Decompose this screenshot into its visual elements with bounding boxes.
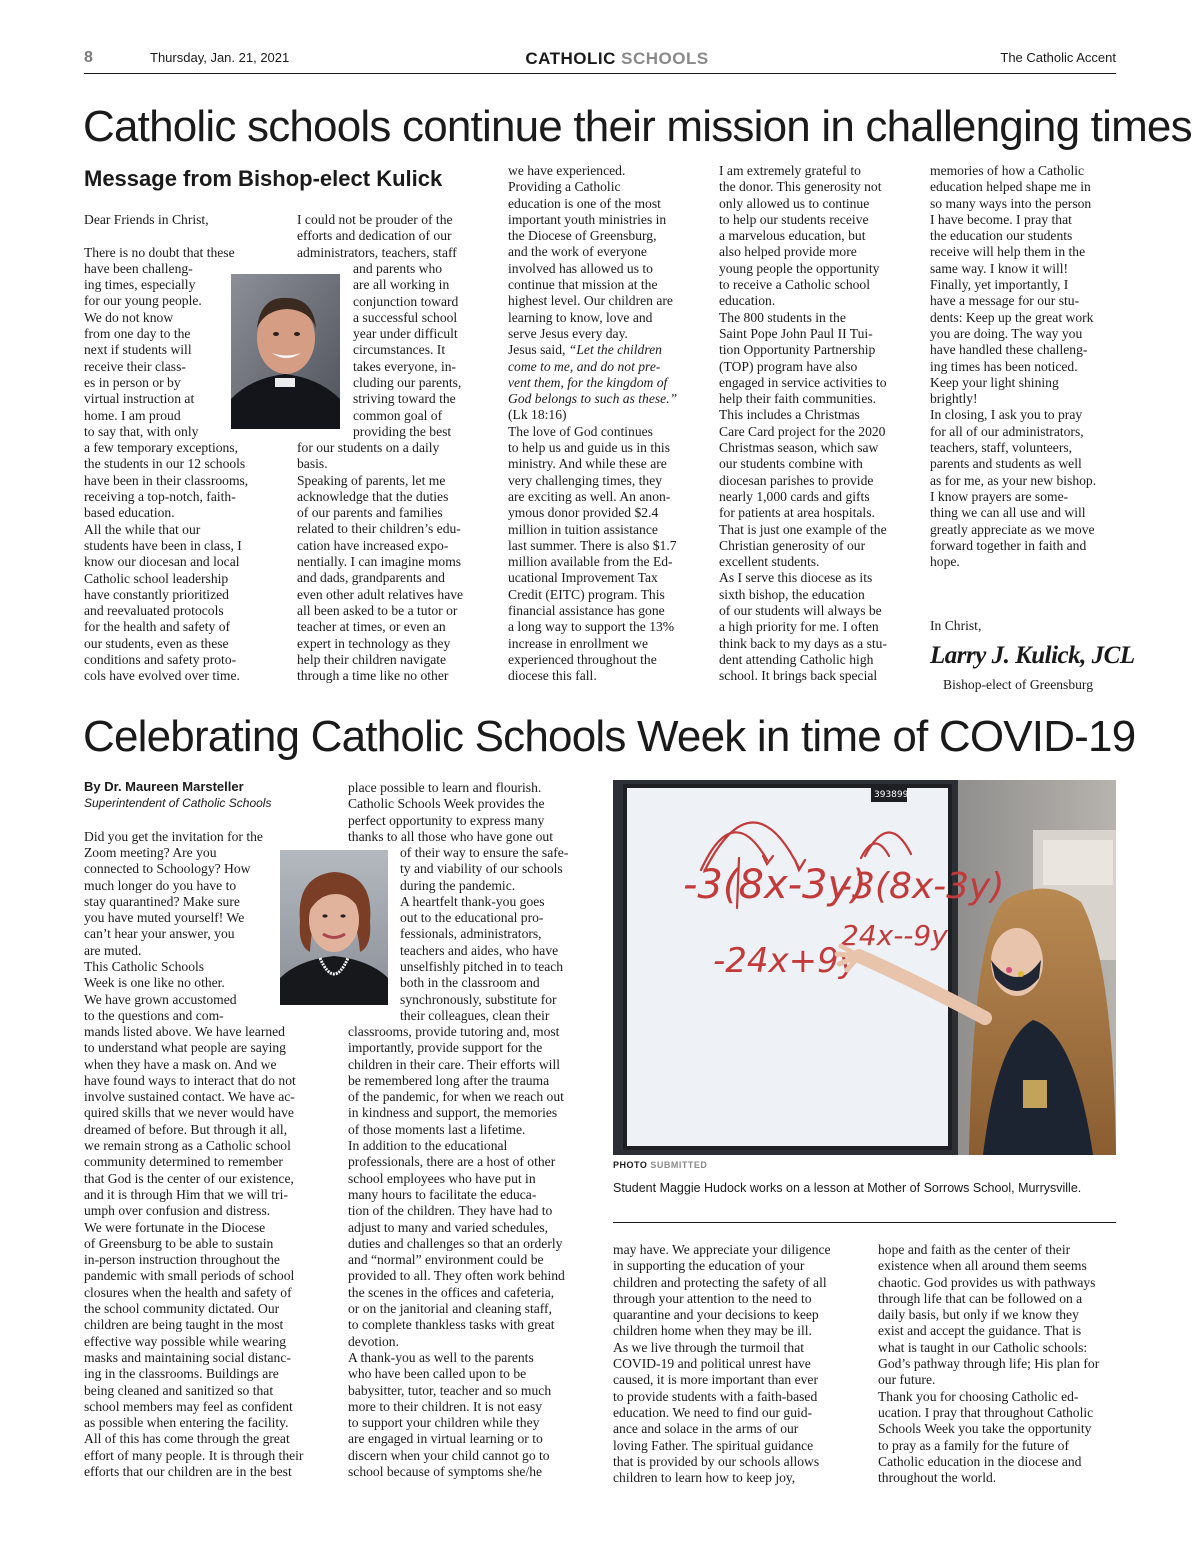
article2-column-1-bottom: mands listed above. We have learned to understand what people are saying when they have a mask on. And we have found ways to interact that do not involve sustained contact. We have ac- quired skills that we never would have dreamed of before. But through it all, we remain strong as a Catholic school community determined to remember that God is the center of our existence, and it is through Him that we will tri- umph over confusion and distress. We were fortunate in the Diocese of Greensburg to be able to sustain in-person instruction throughout the pandemic with small periods of school closures when the health and safety of the school community dictated. Our children are being taught in the most effective way possible while wearing masks and maintaining social distanc- ing in the classrooms. Buildings are being cleaned and sanitized so that school members may feel as confident as possible when entering the facility. All of this has come through the great effort of many people. It is through their efforts that our children are in the best xyxy=(84,1024,304,1480)
board-expression-3: -24x+9y xyxy=(713,941,859,981)
headline-catholic-schools-week: Celebrating Catholic Schools Week in time of COVID-19 xyxy=(83,712,1136,761)
classroom-whiteboard-image xyxy=(613,780,1116,1155)
signoff: In Christ, xyxy=(930,618,982,633)
superintendent-portrait-image xyxy=(280,850,388,1005)
photo-credit-source: SUBMITTED xyxy=(650,1160,708,1170)
photo-caption: Student Maggie Hudock works on a lesson at Mother of Sorrows School, Murrysville. xyxy=(613,1181,1082,1195)
scripture-quote: “Let the children come to me, and do not pre- vent them, for the kingdom of God belongs to such as these.” xyxy=(508,342,678,407)
section-title-word-1: CATHOLIC xyxy=(525,49,616,68)
page-number: 8 xyxy=(84,49,93,66)
article1-column-4: I am extremely grateful to the donor. This generosity not only allowed us to continue to help our students receive a marvelous education, but also helped provide more young people the opportunity to receive a Catholic school education. The 800 students in the Saint Pope John Paul II Tui- tion Opportunity Partnership (TOP) program have also engaged in service activities to help their faith communities. This includes a Christmas Care Card project for the 2020 Christmas season, which saw our students combine with diocesan parishes to provide nearly 1,000 cards and gifts for patients at area hospitals. That is just one example of the Christian generosity of our excellent students. As I serve this diocese as its sixth bishop, the education of our students will always be a high priority for me. I often think back to my days as a stu- dent attending Catholic high school. It brings back special xyxy=(719,163,888,684)
article2-column-2-top: place possible to learn and flourish. Catholic Schools Week provides the perfect opportunity to express many thanks to all those who have gone out xyxy=(348,780,554,844)
signature-title: Bishop-elect of Greensburg xyxy=(943,677,1093,692)
header-date: Thursday, Jan. 21, 2021 xyxy=(150,50,290,65)
board-label: 393899 xyxy=(874,790,909,800)
byline: By Dr. Maureen Marsteller xyxy=(84,779,244,794)
article2-column-1-top: Did you get the invitation for the xyxy=(84,829,263,844)
subhead-bishop-message: Message from Bishop-elect Kulick xyxy=(84,166,443,191)
headline-bishop-message: Catholic schools continue their mission in challenging times xyxy=(83,102,1192,151)
byline-title: Superintendent of Catholic Schools xyxy=(84,796,272,810)
article1-column-2-top: I could not be prouder of the efforts and dedication of our administrators, teachers, staff xyxy=(297,212,457,260)
board-expression-4: 24x--9y xyxy=(841,919,948,952)
article1-column-5: memories of how a Catholic education helped shape me in so many ways into the person I have become. I pray that the education our students receive will help them in the same way. I know it will! Finally, yet importantly, I have a message for our stu- dents: Keep up the great work you are doing. The way you have handled these challeng- ing times has been noticed. Keep your light shining brightly! In closing, I ask you to pray for all of our administrators, teachers, staff, volunteers, parents and students as well as for me, as your new bishop. I know prayers are some- thing we can all use and will greatly appreciate as we move forward together in faith and hope. xyxy=(930,163,1097,570)
board-expression-1: -3(8x-3y) xyxy=(683,862,867,908)
article2-column-4: hope and faith as the center of their existence when all around them seems chaotic. God provides us with pathways through life that can be followed on a daily basis, but only if we know they exist and accept the guidance. That is what is taught in our Catholic schools: God’s pathway through life; His plan for our future. Thank you for choosing Catholic ed- ucation. I pray that throughout Catholic Schools Week you take the opportunity to pray as a family for the future of Catholic education in the diocese and throughout the world. xyxy=(878,1242,1100,1486)
article2-column-2-bottom: classrooms, provide tutoring and, most importantly, provide support for the children in their care. Their efforts will be remembered long after the trauma of the pandemic, for when we reach out in kindness and support, the memories of those moments last a lifetime. In addition to the educational professionals, there are a host of other school employees who have put in many hours to facilitate the educa- tion of the children. They have had to adjust to many and varied schedules, duties and challenges so that an orderly and “normal” environment could be provided to all. They often work behind the scenes in the offices and cafeteria, or on the janitorial and cleaning staff, to complete thankless tasks with great devotion. A thank-you as well to the parents who have been called upon to be babysitter, tutor, teacher and so much more to their children. It is not easy to support your children while they are engaged in virtual learning or to discern when your child cannot go to school because of symptoms she/he xyxy=(348,1024,565,1480)
section-title-word-2: SCHOOLS xyxy=(621,49,709,68)
article1-column-3-part-a: we have experienced. Providing a Catholic education is one of the most important youth ministries in the Diocese of Greensburg, and the work of everyone involved has allowed us to continue that mission at the highest level. Our children are learning to know, love and serve Jesus every day. Jesus said, xyxy=(508,163,673,358)
bishop-portrait-photo xyxy=(231,274,340,429)
header-divider xyxy=(84,73,1116,74)
publication-name: The Catholic Accent xyxy=(1000,50,1116,65)
article1-column-1: Dear Friends in Christ, There is no doubt that these have been challeng- ing times, especially for our young people. We do not know from one day to the next if students will receive their class- es in person or by virtual instruction at home. I am proud to say that, with only a few temporary exceptions, the students in our 12 schools have been in their classrooms, receiving a top-notch, faith- based education. All the while that our students have been in class, I know our diocesan and local Catholic school leadership have constantly prioritized and reevaluated protocols for the health and safety of our students, even as these conditions and safety proto- cols have evolved over time. xyxy=(84,212,249,684)
article1-column-3 xyxy=(508,163,700,685)
bishop-portrait-image xyxy=(231,274,340,429)
article1-column-3-part-b: (Lk 18:16) The love of God continues to help us and guide us in this ministry. And while these are very challenging times, they are exciting as well. An anon- ymous donor provided $2.4 million in tuition assistance last summer. There is also $1.7 million available from the Ed- ucational Improvement Tax Credit (EITC) program. This financial assistance has gone a long way to support the 13% increase in enrollment we experienced throughout the diocese this fall. xyxy=(508,407,677,684)
photo-credit xyxy=(613,1160,707,1170)
classroom-photo xyxy=(613,780,1116,1155)
article1-column-2-wrap: and parents who are all working in conjunction toward a successful school year under difficult circumstances. It takes everyone, in- cluding our parents, striving toward the common goal of providing the best xyxy=(353,261,462,439)
superintendent-portrait-photo xyxy=(280,850,388,1005)
article2-column-3: may have. We appreciate your diligence in supporting the education of your children and protecting the safety of all through your attention to the need to quarantine and your decisions to keep children home when they may be ill. As we live through the turmoil that COVID-19 and political unrest have caused, it is more important than ever to provide students with a faith-based education. We need to find our guid- ance and solace in the arms of our loving Father. The spiritual guidance that is provided by our schools allows children to learn how to keep joy, xyxy=(613,1242,831,1486)
signature: Larry J. Kulick, JCL xyxy=(930,642,1135,669)
article2-column-2-wrap: of their way to ensure the safe- ty and viability of our schools during the pandemic. A heartfelt thank-you goes out to the educational pro- fessionals, administrators, teachers and aides, who have unselfishly pitched in to teach both in the classroom and synchronously, substitute for their colleagues, clean their xyxy=(400,845,569,1023)
article2-column-1-wrap: Zoom meeting? Are you connected to Schoology? How much longer do you have to stay quarantined? Make sure you have muted yourself! We can’t hear your answer, you are muted. This Catholic Schools Week is one like no other. We have grown accustomed to the questions and com- xyxy=(84,845,251,1023)
photo-credit-label: PHOTO xyxy=(613,1160,648,1170)
board-expression-2: -3(8x-3y) xyxy=(839,866,1005,907)
article1-column-2-bottom: for our students on a daily basis. Speaking of parents, let me acknowledge that the duties of our parents and families related to their children’s edu- cation have increased expo- nentially. I can imagine moms and dads, grandparents and even other adult relatives have all been asked to be a tutor or teacher at times, or even an expert in technology as they help their children navigate through a time like no other xyxy=(297,440,464,684)
caption-divider xyxy=(613,1222,1116,1223)
